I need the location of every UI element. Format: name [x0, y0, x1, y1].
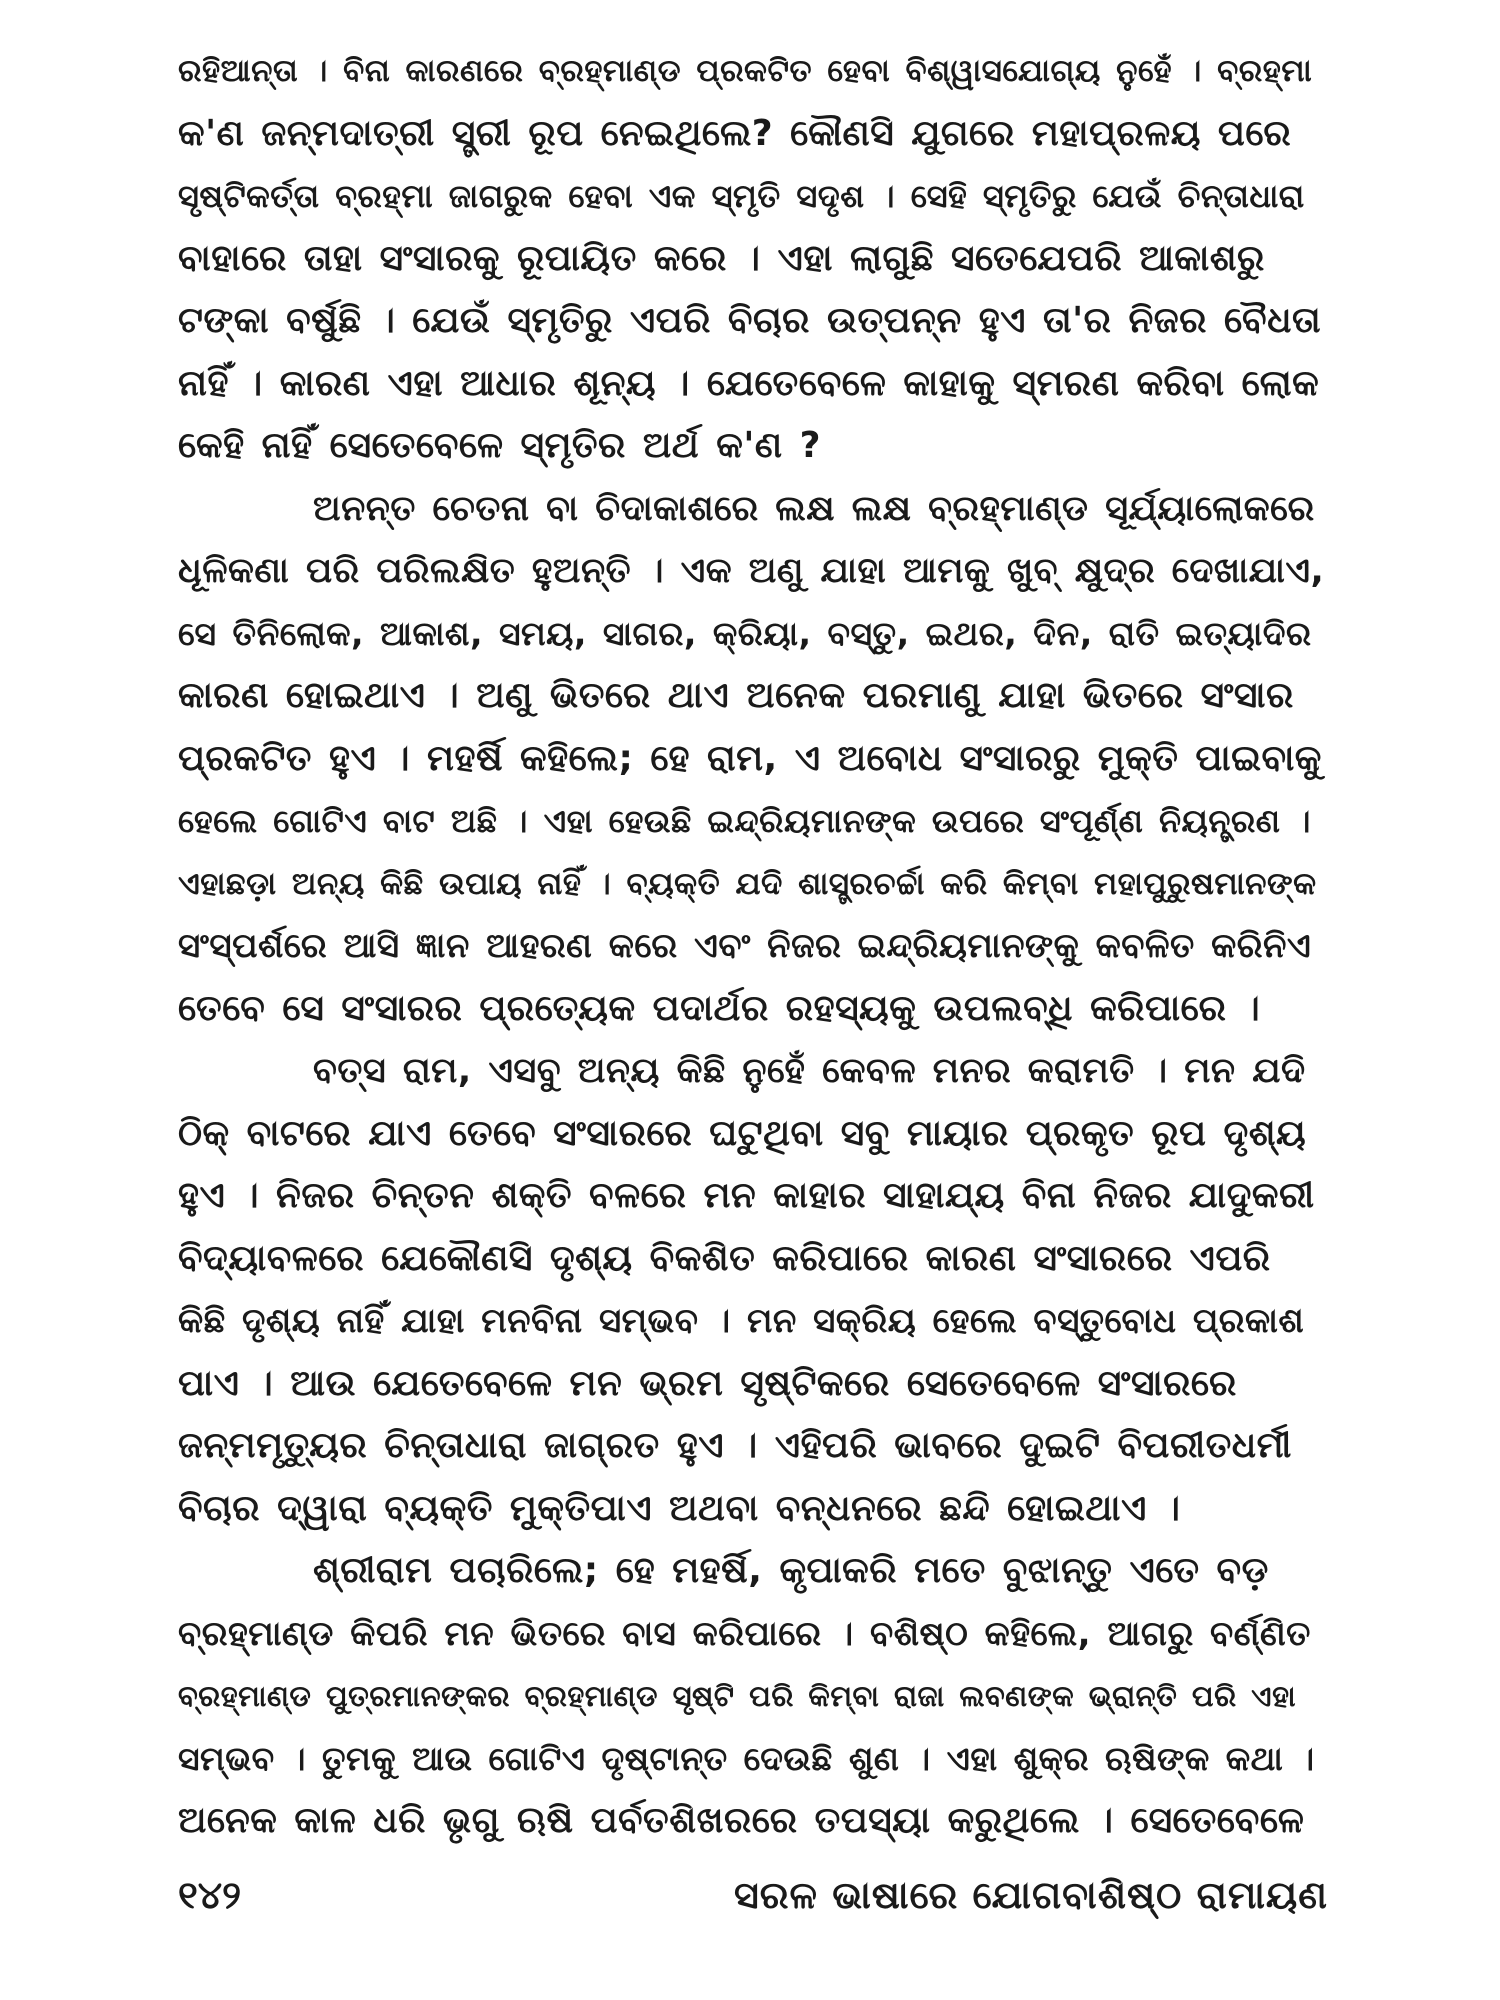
text-line: ପ୍ରକଟିତ ହୁଏ । ମହର୍ଷି କହିଲେ; ହେ ରାମ, ଏ ଅବୋଧ ସଂସାରରୁ ମୁକ୍ତି ପାଇବାକୁ: [178, 737, 1322, 779]
text-line: କିଛି ଦୃଶ୍ୟ ନାହିଁ ଯାହା ମନବିନା ସମ୍ଭବ । ମନ ସକ୍ରିୟ ହେଲେ ବସ୍ତୁବୋଧ ପ୍ରକାଶ: [178, 1301, 1305, 1341]
page-footer: [178, 1865, 1328, 1925]
text-line: ଏହାଛଡ଼ା ଅନ୍ୟ କିଛି ଉପାୟ ନାହିଁ । ବ୍ୟକ୍ତି ଯଦି ଶାସ୍ତ୍ରଚର୍ଚ୍ଚା କରି କିମ୍ବା ମହାପୁରୁଷମାନଙ୍କ: [178, 865, 1317, 902]
text-line: ଠିକ୍ ବାଟରେ ଯାଏ ତେବେ ସଂସାରରେ ଘଟୁଥିବା ସବୁ ମାୟାର ପ୍ରକୃତ ରୂପ ଦୃଶ୍ୟ: [178, 1112, 1307, 1154]
text-line: ପାଏ । ଆଉ ଯେତେବେଳେ ମନ ଭ୍ରମ ସୃଷ୍ଟିକରେ ସେତେବେଳେ ସଂସାରରେ: [178, 1362, 1237, 1404]
text-line: ଧୂଳିକଣା ପରି ପରିଲକ୍ଷିତ ହୁଅନ୍ତି । ଏକ ଅଣୁ ଯାହା ଆମକୁ ଖୁବ୍ କ୍ଷୁଦ୍ର ଦେଖାଯାଏ,: [178, 551, 1325, 591]
text-line: ସମ୍ଭବ । ତୁମକୁ ଆଉ ଗୋଟିଏ ଦୃଷ୍ଟାନ୍ତ ଦେଉଛି ଶୁଣ । ଏହା ଶୁକ୍ର ଋଷିଙ୍କ କଥା ।: [178, 1738, 1315, 1778]
text-line: ଟଙ୍କା ବର୍ଷୁଛି । ଯେଉଁ ସ୍ମୃତିରୁ ଏପରି ବିଚାର ଉତ୍ପନ୍ନ ହୁଏ ତା'ର ନିଜର ବୈଧତା: [178, 300, 1322, 341]
text-line: ଜନ୍ମମୃତ୍ୟୁର ଚିନ୍ତାଧାରା ଜାଗ୍ରତ ହୁଏ । ଏହିପରି ଭାବରେ ଦୁଇଟି ବିପରୀତଧର୍ମୀ: [178, 1425, 1292, 1466]
text-line: ରହିଆନ୍ତା । ବିନା କାରଣରେ ବ୍ରହ୍ମାଣ୍ଡ ପ୍ରକଟିତ ହେବା ବିଶ୍ୱାସଯୋଗ୍ୟ ନୁହେଁ । ବ୍ରହ୍ମା: [178, 53, 1313, 89]
text-line: କାରଣ ହୋଇଥାଏ । ଅଣୁ ଭିତରେ ଥାଏ ଅନେକ ପରମାଣୁ ଯାହା ଭିତରେ ସଂସାର: [178, 675, 1294, 716]
page-number: ୧୪୨: [178, 1873, 242, 1917]
paragraph: [178, 478, 1328, 1041]
paragraph: [178, 1040, 1328, 1540]
text-line: ବିଚାର ଦ୍ୱାରା ବ୍ୟକ୍ତି ମୁକ୍ତିପାଏ ଅଥବା ବନ୍ଧନରେ ଛନ୍ଦି ହୋଇଥାଏ ।: [178, 1487, 1181, 1529]
text-line: ବତ୍ସ ରାମ, ଏସବୁ ଅନ୍ୟ କିଛି ନୁହେଁ କେବଳ ମନର କରାମତି । ମନ ଯଦି: [313, 1051, 1306, 1091]
text-line: ବିଦ୍ୟାବଳରେ ଯେକୌଣସି ଦୃଶ୍ୟ ବିକଶିତ କରିପାରେ କାରଣ ସଂସାରରେ ଏପରି: [178, 1237, 1271, 1279]
text-line: ବ୍ରହ୍ମାଣ୍ଡ ପୁତ୍ରମାନଙ୍କର ବ୍ରହ୍ମାଣ୍ଡ ସୃଷ୍ଟି ପରି କିମ୍ବା ରାଜା ଲବଣଙ୍କ ଭ୍ରାନ୍ତି ପରି ଏହା: [178, 1679, 1297, 1713]
text-line: ଶ୍ରୀରାମ ପଚାରିଲେ; ହେ ମହର୍ଷି, କୃପାକରି ମତେ ବୁଝାନ୍ତୁ ଏତେ ବଡ଼: [313, 1550, 1269, 1591]
text-line: କେହି ନାହିଁ ସେତେବେଳେ ସ୍ମୃତିର ଅର୍ଥ କ'ଣ ?: [178, 425, 821, 466]
body-text: [178, 40, 1328, 1853]
paragraph: [178, 1540, 1328, 1853]
text-line: ଅନେକ କାଳ ଧରି ଭୃଗୁ ଋଷି ପର୍ବତଶିଖରରେ ତପସ୍ୟା କରୁଥିଲେ । ସେତେବେଳେ: [178, 1800, 1305, 1841]
paragraph: [178, 40, 1328, 478]
running-title: ସରଳ ଭାଷାରେ ଯୋଗବାଶିଷ୍ଠ ରାମାୟଣ: [733, 1873, 1328, 1917]
text-line: ସଂସ୍ପର୍ଶରେ ଆସି ଜ୍ଞାନ ଆହରଣ କରେ ଏବଂ ନିଜର ଇନ୍ଦ୍ରିୟମାନଙ୍କୁ କବଳିତ କରିନିଏ: [178, 926, 1312, 966]
text-line: ବାହାରେ ତାହା ସଂସାରକୁ ରୂପାୟିତ କରେ । ଏହା ଲାଗୁଛି ସତେଯେପରି ଆକାଶରୁ: [178, 237, 1265, 279]
text-line: ନାହିଁ । କାରଣ ଏହା ଆଧାର ଶୂନ୍ୟ । ଯେତେବେଳେ କାହାକୁ ସ୍ମରଣ କରିବା ଲୋକ: [178, 362, 1320, 404]
text-line: ସୃଷ୍ଟିକର୍ତ୍ତା ବ୍ରହ୍ମା ଜାଗରୁକ ହେବା ଏକ ସ୍ମୃତି ସଦୃଶ । ସେହି ସ୍ମୃତିରୁ ଯେଉଁ ଚିନ୍ତାଧାରା: [178, 177, 1305, 215]
text-line: ସେ ତିନିଲୋକ, ଆକାଶ, ସମୟ, ସାଗର, କ୍ରିୟା, ବସ୍ତୁ, ଇଥର, ଦିନ, ରାତି ଇତ୍ୟାଦିର: [178, 613, 1312, 653]
text-line: ହେଲେ ଗୋଟିଏ ବାଟ ଅଛି । ଏହା ହେଉଛି ଇନ୍ଦ୍ରିୟମାନଙ୍କ ଉପରେ ସଂପୂର୍ଣ୍ଣ ନିୟନ୍ତ୍ରଣ ।: [178, 802, 1311, 840]
text-line: ବ୍ରହ୍ମାଣ୍ଡ କିପରି ମନ ଭିତରେ ବାସ କରିପାରେ । ବଶିଷ୍ଠ କହିଲେ, ଆଗରୁ ବର୍ଣ୍ଣିତ: [178, 1613, 1311, 1654]
text-line: ହୁଏ । ନିଜର ଚିନ୍ତନ ଶକ୍ତି ବଳରେ ମନ କାହାର ସାହାଯ୍ୟ ବିନା ନିଜର ଯାଦୁକରୀ: [178, 1175, 1315, 1216]
text-line: ତେବେ ସେ ସଂସାରର ପ୍ରତ୍ୟେକ ପଦାର୍ଥର ରହସ୍ୟକୁ ଉପଲବ୍ଧି କରିପାରେ ।: [178, 987, 1261, 1029]
text-line: ଅନନ୍ତ ଚେତନା ବା ଚିଦାକାଶରେ ଲକ୍ଷ ଲକ୍ଷ ବ୍ରହ୍ମାଣ୍ଡ ସୂର୍ଯ୍ୟାଲୋକରେ: [313, 488, 1315, 529]
text-line: କ'ଣ ଜନ୍ମଦାତ୍ରୀ ସ୍ତ୍ରୀ ରୂପ ନେଇଥିଲେ? କୌଣସି ଯୁଗରେ ମହାପ୍ରଳୟ ପରେ: [178, 112, 1292, 154]
